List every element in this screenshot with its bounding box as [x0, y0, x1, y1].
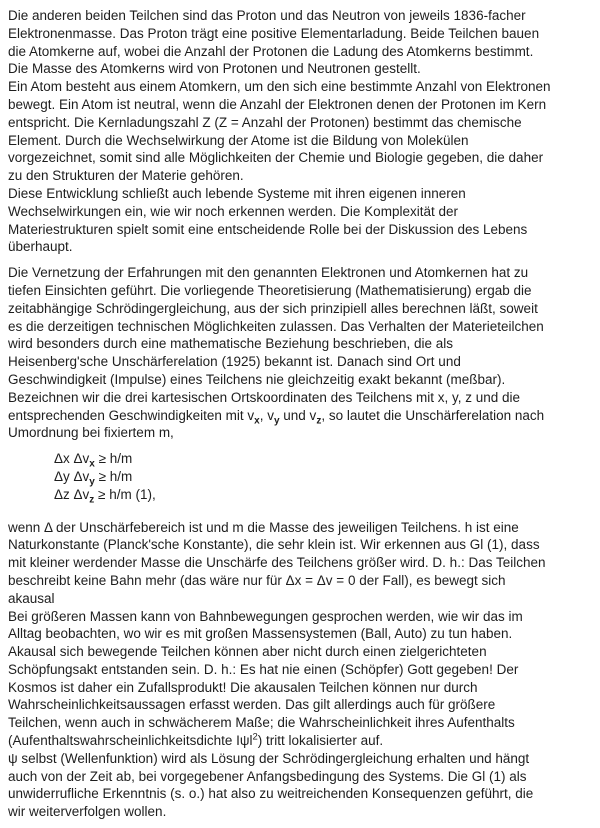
paragraph-3-line-8: Akausal sich bewegende Teilchen können aber nicht durch einen zielgerichteten [8, 644, 487, 660]
paragraph-2-line-8: Bezeichnen wir die drei kartesischen Ortskoordinaten des Teilchens mit x, y, z und die [8, 389, 521, 405]
paragraph-1-line-7: entspricht. Die Kernladungszahl Z (Z = Anzahl der Protonen) bestimmt das chemische [8, 114, 522, 130]
subscript: x [254, 415, 260, 427]
paragraph-1-line-6: bewegt. Ein Atom ist neutral, wenn die Anzahl der Elektronen denen der Protonen im Kern [8, 96, 547, 112]
uncertainty-formula-block-line-1: Δx $\Delta v_x \ge h/m$ [54, 451, 133, 470]
subscript: z [89, 494, 95, 506]
paragraph-1-line-1: Die anderen beiden Teilchen sind das Proton und das Neutron von jeweils 1836-facher [8, 8, 526, 23]
paragraph-1-line-14: überhaupt. [8, 239, 73, 255]
paragraph-2-line-5: wird besonders durch eine mathematische Beziehung beschrieben, die als [8, 336, 454, 352]
paragraph-1-line-12: Wechselwirkungen ein, wie wir noch erkennen werden. Die Komplexität der [8, 203, 458, 219]
paragraph-1 [8, 7, 598, 256]
paragraph-2-line-9: entsprechenden Geschwindigkeiten mit $v_x$, $v_y$ und $v_z$, so lautet die Unschärferelation nach [8, 407, 545, 427]
paragraph-1-line-13: Materiestrukturen spielt somit eine entscheidende Rolle bei der Diskussion des Lebens [8, 221, 528, 237]
paragraph-3-line-6: Bei größeren Massen kann von Bahnbewegungen gesprochen werden, wie wir das im [8, 608, 523, 624]
paragraph-1-line-10: zu den Strukturen der Materie gehören. [8, 168, 244, 184]
uncertainty-formula-block [54, 450, 598, 506]
paragraph-3-line-3: mit kleiner werdender Masse die Unschärfe des Teilchens größer wird. D. h.: Das Teilchen [8, 555, 546, 571]
paragraph-3-line-9: Schöpfungsakt entstanden sein. D. h.: Es hat nie einen (Schöpfer) Gott gegeben! Der [8, 661, 519, 677]
paragraph-2-line-6: Heisenberg'sche Unschärferelation (1925) bekannt ist. Danach sind Ort und [8, 354, 461, 370]
paragraph-3 [8, 519, 598, 822]
paragraph-2-line-3: zeitabhängige Schrödingergleichung, aus der sich prinzipiell alles berechnen läßt, soweit [8, 300, 538, 316]
paragraph-1-line-4: Die Masse des Atomkerns wird von Protonen und Neutronen gestellt. [8, 61, 421, 77]
uncertainty-formula-block-line-3: Δz $\Delta v_z \ge h/m$ (1), [54, 486, 156, 506]
paragraph-3-line-1: wenn Δ der Unschärfebereich ist und m die Masse des jeweiligen Teilchens. h ist eine [8, 519, 519, 535]
paragraph-2-line-2: tiefen Einsichten geführt. Die vorliegende Theoretisierung (Mathematisierung) ergab die [8, 282, 532, 298]
paragraph-1-line-3: die Atomkerne auf, wobei die Anzahl der Protonen die Ladung des Atomkerns bestimmt. [8, 43, 534, 59]
paragraph-3-line-17: wir weiterverfolgen wollen. [8, 804, 167, 820]
paragraph-3-line-14: ψ selbst (Wellenfunktion) wird als Lösung der Schrödingergleichung erhalten und hängt [8, 750, 530, 766]
subscript: y [89, 476, 95, 488]
paragraph-1-line-8: Element. Durch die Wechselwirkung der Atome ist die Bildung von Molekülen [8, 132, 469, 148]
paragraph-3-line-12: Teilchen, wenn auch in schwächerem Maße; die Wahrscheinlichkeit ihres Aufenthalts [8, 715, 515, 731]
subscript: x [89, 458, 95, 470]
subscript: y [273, 415, 280, 427]
paragraph-3-line-5: akausal [8, 590, 55, 606]
paragraph-1-line-9: vorgezeichnet, somit sind alle Möglichkeiten der Chemie und Biologie gegeben, die daher [8, 150, 544, 166]
paragraph-1-line-11: Diese Entwicklung schließt auch lebende Systeme mit ihren eigenen inneren [8, 185, 466, 201]
paragraph-3-line-4: beschreibt keine Bahn mehr (das wäre nur für Δx = Δv = 0 der Fall), es bewegt sich [8, 572, 506, 588]
subscript: z [316, 415, 322, 427]
paragraph-1-line-5: Ein Atom besteht aus einem Atomkern, um den sich eine bestimmte Anzahl von Elektronen [8, 79, 551, 95]
uncertainty-formula-block-line-2: Δy $\Delta v_y \ge h/m$ [54, 468, 133, 488]
paragraph-2-line-4: es die derzeitigen technischen Möglichkeiten zulassen. Das Verhalten der Materieteilchen [8, 318, 544, 334]
paragraph-1-line-2: Elektronenmasse. Das Proton trägt eine positive Elementarladung. Beide Teilchen bauen [8, 25, 540, 41]
paragraph-3-line-13: (Aufenthaltswahrscheinlichkeitsdichte Iψl$^2$) tritt lokalisierter auf. [8, 731, 384, 749]
paragraph-2 [8, 264, 598, 442]
paragraph-3-line-10: Kosmos ist daher ein Zufallsprodukt! Die akausalen Teilchen können nur durch [8, 679, 478, 695]
paragraph-2-line-10: Umordnung bei fixiertem m, [8, 425, 174, 441]
paragraph-2-line-7: Geschwindigkeit (Impulse) eines Teilchens nie gleichzeitig exakt bekannt (meßbar). [8, 371, 506, 387]
paragraph-3-line-2: Naturkonstante (Planck'sche Konstante), die sehr klein ist. Wir erkennen aus Gl (1), dass [8, 537, 540, 553]
paragraph-3-line-7: Alltag beobachten, wo wir es mit großen Massensystemen (Ball, Auto) zu tun haben. [8, 626, 513, 642]
paragraph-3-line-16: unwiderrufliche Erkenntnis (s. o.) hat also zu weitreichenden Konsequenzen geführt, die [8, 786, 534, 802]
paragraph-3-line-15: auch von der Zeit ab, bei vorgegebener Anfangsbedingung des Systems. Die Gl (1) als [8, 768, 527, 784]
paragraph-3-line-11: Wahrscheinlichkeitsaussagen erfasst werden. Das gilt allerdings auch für größere [8, 697, 496, 713]
superscript: 2 [252, 731, 258, 743]
paragraph-2-line-1: Die Vernetzung der Erfahrungen mit den genannten Elektronen und Atomkernen hat zu [8, 265, 529, 281]
